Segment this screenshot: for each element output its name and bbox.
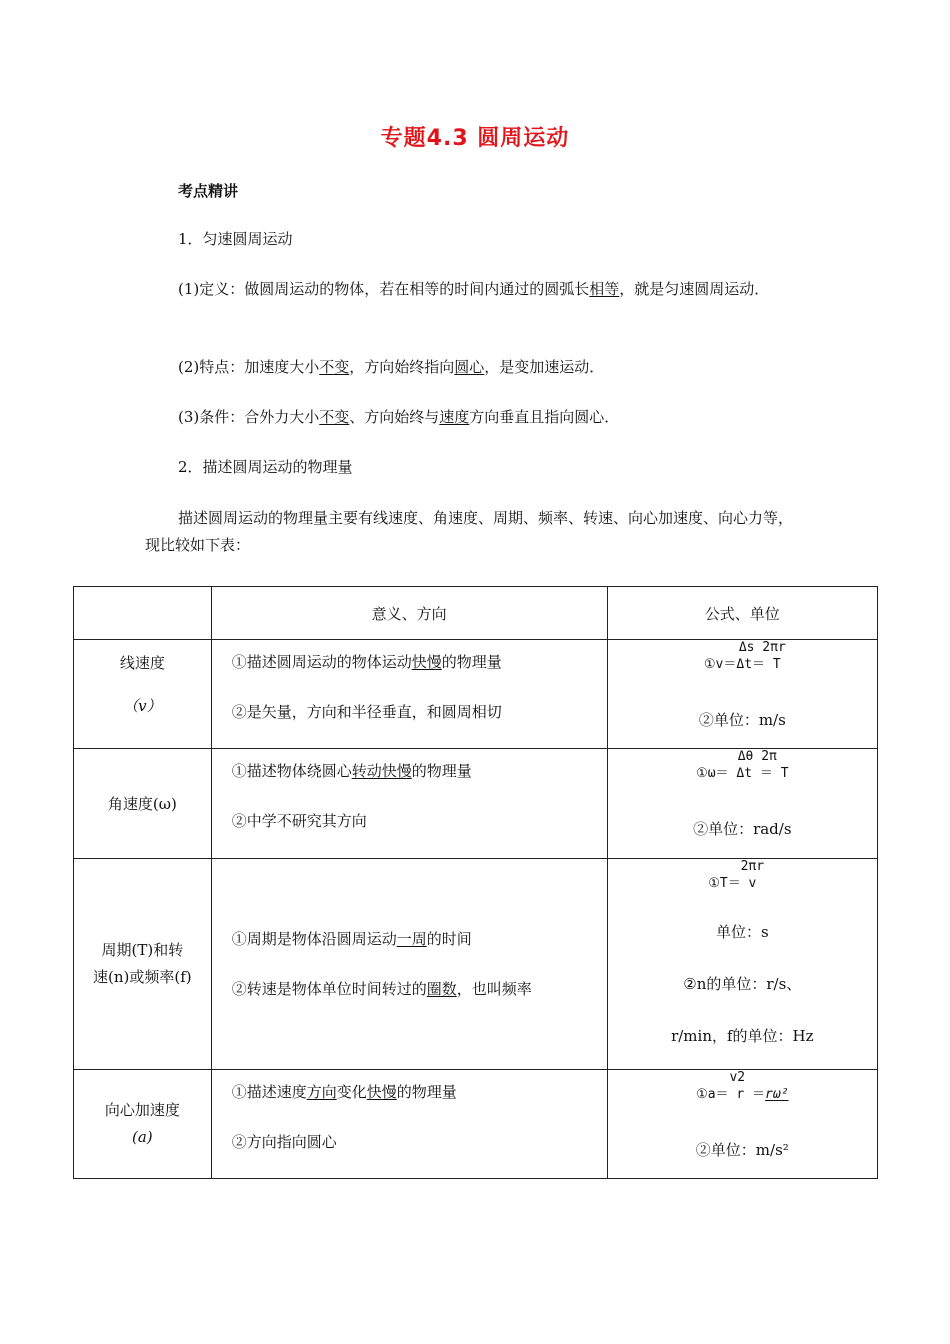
meaning-cell: ①周期是物体沿圆周运动一周的时间 ②转速是物体单位时间转过的圈数，也叫频率 xyxy=(211,859,607,1070)
table-header-row xyxy=(74,587,878,640)
section-label: 考点精讲 xyxy=(178,182,239,200)
table-row xyxy=(74,1070,878,1179)
table-row xyxy=(74,859,878,1070)
table-row xyxy=(74,749,878,859)
quantity-name: 线速度 （v） xyxy=(74,640,212,749)
page-title: 专题4.3 圆周运动 xyxy=(380,126,570,151)
meaning-cell: ①描述圆周运动的物体运动快慢的物理量 ②是矢量，方向和半径垂直，和圆周相切 xyxy=(211,640,607,749)
formula-cell: Δθ 2π ①ω＝ Δt ＝ T ②单位：rad/s xyxy=(607,749,877,859)
quantity-name: 角速度(ω) xyxy=(74,749,212,859)
paragraph-intro: 描述圆周运动的物理量主要有线速度、角速度、周期、频率、转速、向心加速度、向心力等，现比较如下表： xyxy=(145,509,794,554)
formula-cell: 2πr ①T＝ v 单位：s ②n的单位：r/s、 r/min，f的单位：Hz xyxy=(607,859,877,1070)
meaning-cell: ①描述速度方向变化快慢的物理量 ②方向指向圆心 xyxy=(211,1070,607,1179)
paragraph-characteristic: (2)特点：加速度大小不变，方向始终指向圆心，是变加速运动． xyxy=(178,358,605,376)
table-row xyxy=(74,640,878,749)
formula-cell: v2 ①a＝ r ＝rω² ②单位：m/s² xyxy=(607,1070,877,1179)
heading-physical-quantities: 2．描述圆周运动的物理量 xyxy=(178,458,353,476)
heading-uniform-circular-motion: 1．匀速圆周运动 xyxy=(178,230,293,248)
quantity-name: 向心加速度 (a) xyxy=(74,1070,212,1179)
paragraph-definition: (1)定义：做圆周运动的物体，若在相等的时间内通过的圆弧长相等，就是匀速圆周运动． xyxy=(178,280,770,298)
table-header-cell xyxy=(74,587,212,640)
quantities-table xyxy=(73,586,878,1179)
meaning-cell: ①描述物体绕圆心转动快慢的物理量 ②中学不研究其方向 xyxy=(211,749,607,859)
paragraph-condition: (3)条件：合外力大小不变、方向始终与速度方向垂直且指向圆心． xyxy=(178,408,620,426)
table-header-cell: 意义、方向 xyxy=(211,587,607,640)
quantity-name: 周期(T)和转 速(n)或频率(f) xyxy=(74,859,212,1070)
table-header-cell: 公式、单位 xyxy=(607,587,877,640)
formula-cell: Δs 2πr ①v＝Δt＝ T ②单位：m/s xyxy=(607,640,877,749)
